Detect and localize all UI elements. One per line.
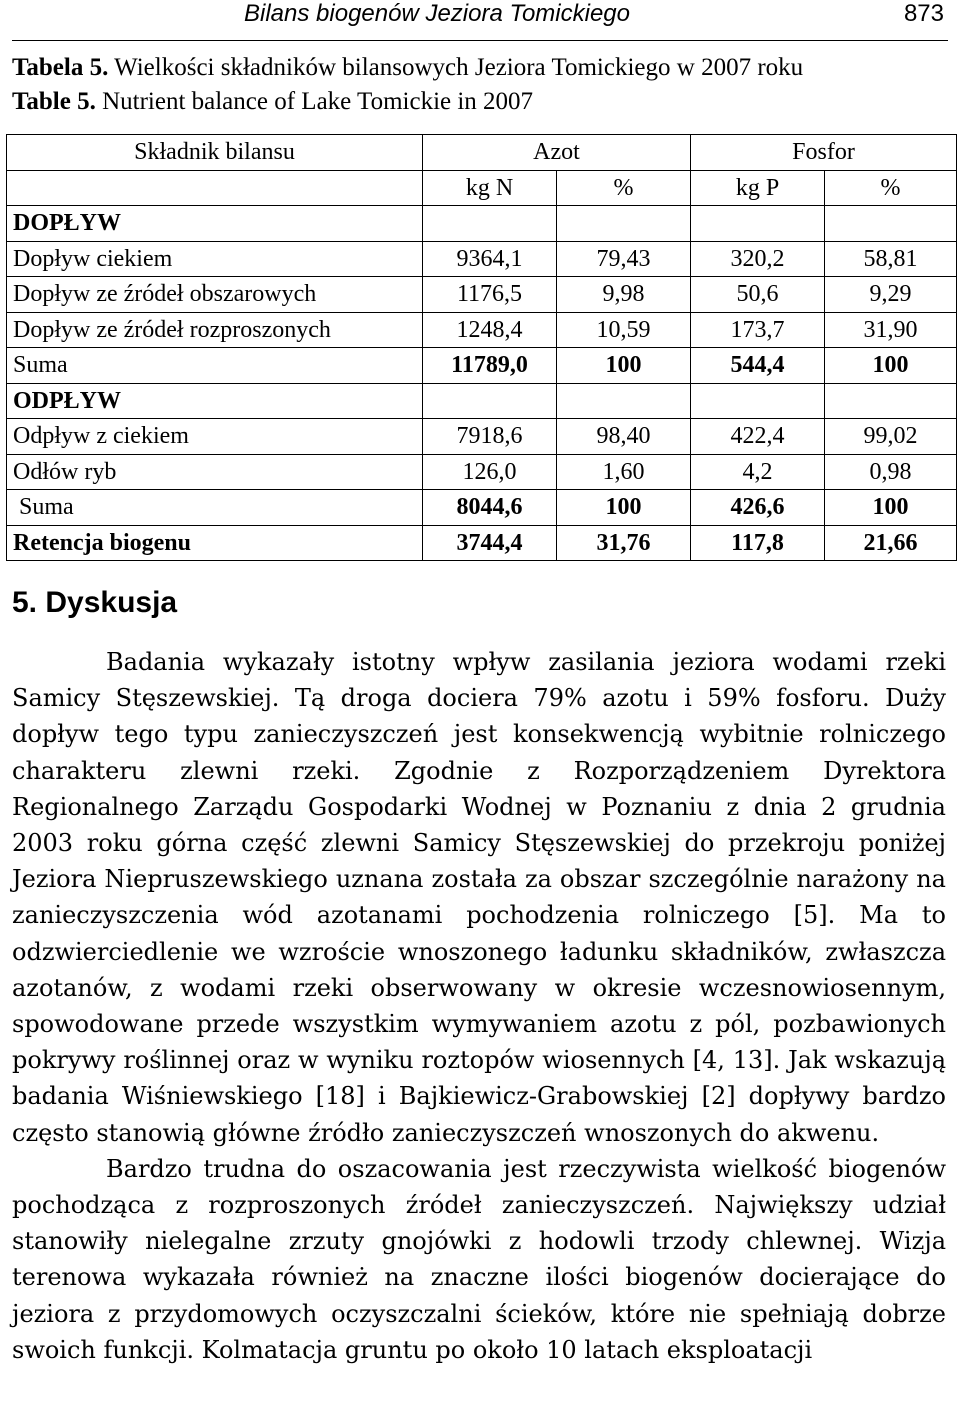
- cell-kg-p: 544,4: [691, 348, 825, 384]
- cell-pct-p: 99,02: [825, 419, 957, 455]
- cell-pct-n: 9,98: [557, 277, 691, 313]
- cell-kg-n: 11789,0: [423, 348, 557, 384]
- inflow-sum-row: [7, 348, 957, 384]
- row-label: Suma: [7, 490, 423, 526]
- cell-pct-p: 31,90: [825, 312, 957, 348]
- cell-kg-n: 126,0: [423, 454, 557, 490]
- row-label: Dopływ ciekiem: [7, 241, 423, 277]
- empty-cell: [825, 383, 957, 419]
- cell-pct-p: 0,98: [825, 454, 957, 490]
- row-label: Dopływ ze źródeł obszarowych: [7, 277, 423, 313]
- table-caption-en-text: Nutrient balance of Lake Tomickie in 2007: [95, 88, 534, 115]
- header-component: Składnik bilansu: [7, 135, 423, 171]
- section-row-outflow: [7, 383, 957, 419]
- table-header-row-2: [7, 170, 957, 206]
- table-header-row-1: [7, 135, 957, 171]
- page-number: 873: [903, 0, 944, 27]
- section-row-inflow: [7, 206, 957, 242]
- table-caption-pl-text: Wielkości składników bilansowych Jeziora Tomickiego w 2007 roku: [108, 54, 804, 81]
- empty-cell: [557, 383, 691, 419]
- cell-kg-n: 8044,6: [423, 490, 557, 526]
- cell-pct-n: 1,60: [557, 454, 691, 490]
- cell-kg-p: 320,2: [691, 241, 825, 277]
- row-label: Suma: [7, 348, 423, 384]
- header-kg-n: kg N: [423, 170, 557, 206]
- cell-pct-n: 100: [557, 490, 691, 526]
- paragraph: Bardzo trudna do oszacowania jest rzeczywista wielkość biogenów pochodząca z rozproszonych źródeł zanieczyszczeń. Największy udział stanowiły nielegalne zrzuty gnojówki z hodowli trzody chlewnej. Wizja terenowa wykazała również na znaczne ilości biogenów docierające do jeziora z przydomowych oczyszczalni ścieków, które nie spełniają dobrze swoich funkcji. Kolmatacja gruntu po około 10 latach eksploatacji: [12, 1154, 946, 1364]
- cell-kg-p: 117,8: [691, 525, 825, 561]
- cell-kg-n: 7918,6: [423, 419, 557, 455]
- running-title: Bilans biogenów Jeziora Tomickiego: [244, 0, 630, 27]
- cell-pct-n: 98,40: [557, 419, 691, 455]
- running-header: [12, 0, 948, 41]
- empty-cell: [691, 206, 825, 242]
- empty-cell: [825, 206, 957, 242]
- table-caption-pl: [12, 54, 803, 82]
- cell-kg-n: 3744,4: [423, 525, 557, 561]
- header-kg-p: kg P: [691, 170, 825, 206]
- header-empty-cell: [7, 170, 423, 206]
- empty-cell: [423, 383, 557, 419]
- cell-pct-p: 100: [825, 490, 957, 526]
- cell-kg-p: 4,2: [691, 454, 825, 490]
- cell-kg-p: 422,4: [691, 419, 825, 455]
- cell-kg-n: 1176,5: [423, 277, 557, 313]
- table-row: [7, 419, 957, 455]
- row-label: Dopływ ze źródeł rozproszonych: [7, 312, 423, 348]
- header-pct-n: %: [557, 170, 691, 206]
- table-row: [7, 312, 957, 348]
- nutrient-balance-table: [6, 134, 957, 561]
- cell-kg-n: 1248,4: [423, 312, 557, 348]
- cell-pct-p: 100: [825, 348, 957, 384]
- section-title: 5. Dyskusja: [12, 586, 178, 619]
- cell-pct-n: 31,76: [557, 525, 691, 561]
- outflow-heading: ODPŁYW: [7, 383, 423, 419]
- row-label: Odłów ryb: [7, 454, 423, 490]
- retention-row: [7, 525, 957, 561]
- table-caption-en-label: Table 5.: [12, 88, 96, 115]
- table-row: [7, 277, 957, 313]
- cell-pct-n: 10,59: [557, 312, 691, 348]
- cell-kg-n: 9364,1: [423, 241, 557, 277]
- cell-pct-p: 58,81: [825, 241, 957, 277]
- header-pct-p: %: [825, 170, 957, 206]
- outflow-sum-row: [7, 490, 957, 526]
- header-nitrogen: Azot: [423, 135, 691, 171]
- cell-pct-n: 100: [557, 348, 691, 384]
- row-label: Retencja biogenu: [7, 525, 423, 561]
- empty-cell: [691, 383, 825, 419]
- cell-pct-p: 9,29: [825, 277, 957, 313]
- cell-pct-p: 21,66: [825, 525, 957, 561]
- empty-cell: [423, 206, 557, 242]
- header-phosphorus: Fosfor: [691, 135, 957, 171]
- body-text: [12, 644, 946, 1368]
- row-label: Odpływ z ciekiem: [7, 419, 423, 455]
- cell-kg-p: 426,6: [691, 490, 825, 526]
- paragraph: Badania wykazały istotny wpływ zasilania jeziora wodami rzeki Samicy Stęszewskiej. Tą droga dociera 79% azotu i 59% fosforu. Duży dopływ tego typu zanieczyszczeń jest konsekwencją wybitnie rolniczego charakteru zlewni rzeki. Zgodnie z Rozporządzeniem Dyrektora Regionalnego Zarządu Gospodarki Wodnej w Poznaniu z dnia 2 grudnia 2003 roku górna część zlewni Samicy Stęszewskiej do przekroju poniżej Jeziora Niepruszewskiego uznana została za obszar szczególnie narażony na zanieczyszczenia wód azotanami pochodzenia rolniczego [5]. Ma to odzwierciedlenie we wzroście wnoszonego ładunku składników, zwłaszcza azotanów, z wodami rzeki obserwowany w okresie wczesnowiosennym, spowodowane przede wszystkim wymywaniem azotu z pól, pozbawionych pokrywy roślinnej oraz w wyniku roztopów wiosennych [4, 13]. Jak wskazują badania Wiśniewskiego [18] i Bajkiewicz-Grabowskiej [2] dopływy bardzo często stanowią główne źródło zanieczyszczeń wnoszonych do akwenu.: [12, 648, 946, 1147]
- empty-cell: [557, 206, 691, 242]
- cell-kg-p: 50,6: [691, 277, 825, 313]
- cell-kg-p: 173,7: [691, 312, 825, 348]
- table-row: [7, 241, 957, 277]
- table-row: [7, 454, 957, 490]
- inflow-heading: DOPŁYW: [7, 206, 423, 242]
- cell-pct-n: 79,43: [557, 241, 691, 277]
- table-caption-pl-label: Tabela 5.: [12, 54, 109, 81]
- table-caption-en: [12, 88, 533, 116]
